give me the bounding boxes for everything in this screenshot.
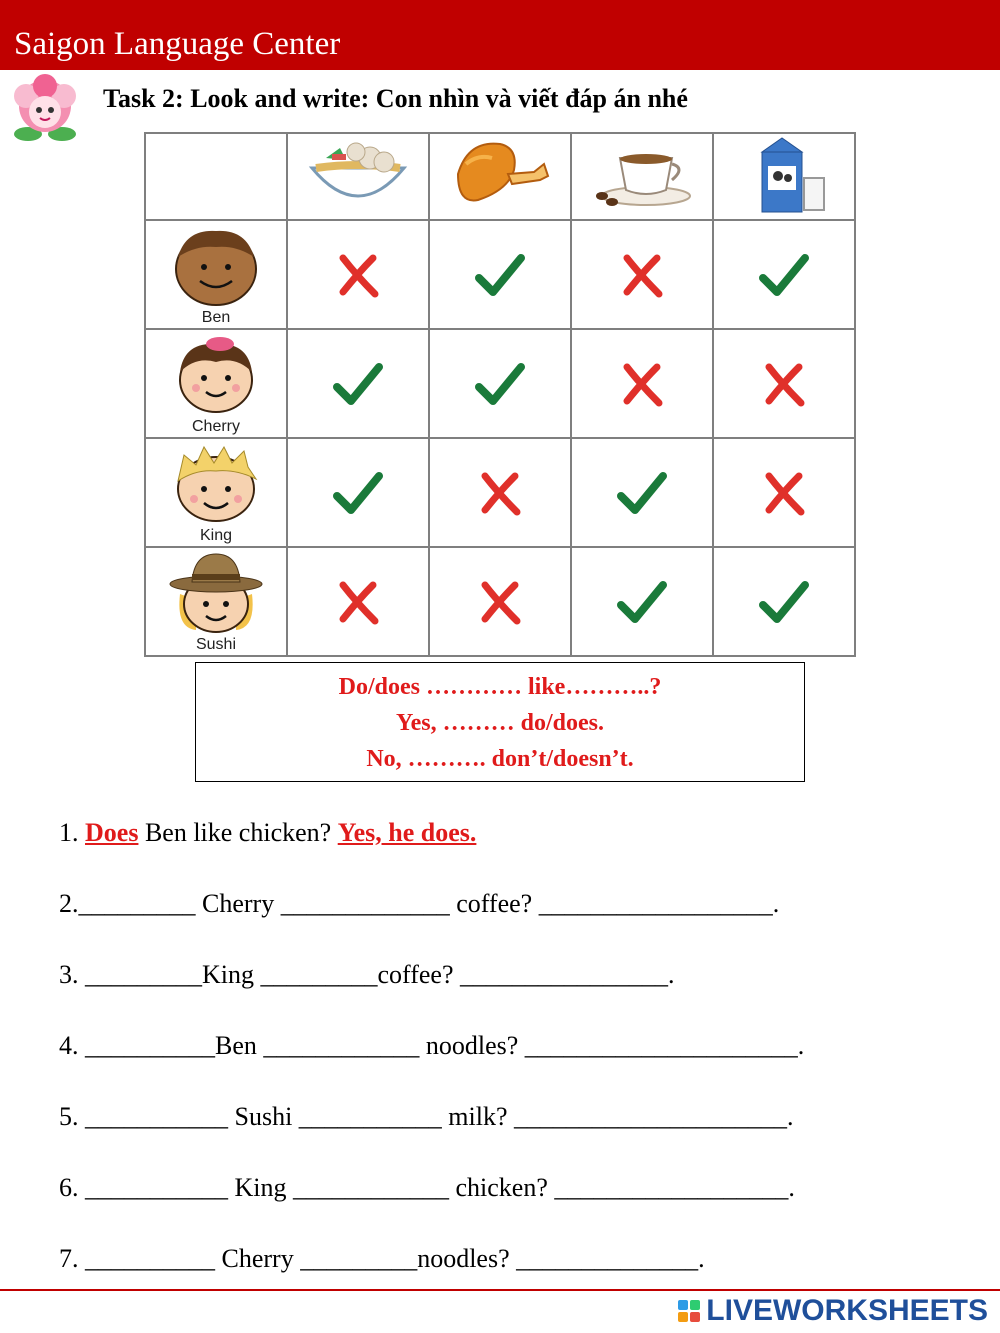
check-icon [617,470,667,516]
sentence-structure-box [195,662,805,782]
question-number: 1. [59,818,85,847]
mark-cell [571,438,713,547]
mark-cell [713,220,855,329]
mark-cell [429,220,571,329]
boy-face-icon [166,223,266,307]
coffee-icon [590,134,694,214]
check-icon [617,579,667,625]
liveworksheets-brand[interactable] [678,1293,988,1329]
mark-cell [571,220,713,329]
cross-icon [335,252,381,298]
check-icon [475,361,525,407]
footer-divider [0,1289,1000,1291]
person-cell-ben [145,220,287,329]
person-name: Ben [201,309,231,326]
example-short-answer: Yes, he does. [337,818,477,847]
mark-cell [429,438,571,547]
brand-text: LIVEWORKSHEETS [706,1294,988,1327]
table-row [145,438,855,547]
question-6[interactable]: 6. ___________ King ____________ chicken? __________________. [59,1173,795,1202]
question-text: Ben like chicken? [138,818,338,847]
question-5[interactable]: 5. ___________ Sushi ___________ milk? _____________________. [59,1102,794,1131]
person-name: Cherry [191,418,240,435]
chicken-icon [448,134,552,214]
milk-icon [732,134,836,214]
blond-boy-face-icon [166,441,266,525]
cross-icon [335,579,381,625]
person-cell-king [145,438,287,547]
cross-icon [477,579,523,625]
table-row [145,220,855,329]
table-row [145,547,855,656]
mark-cell [429,329,571,438]
empty-corner-cell [145,133,287,220]
table-header-row [145,133,855,220]
check-icon [333,361,383,407]
girl-with-hat-face-icon [166,550,266,634]
person-name: Sushi [195,636,237,653]
header-title: Saigon Language Center [14,26,341,62]
mark-cell [287,438,429,547]
mark-cell [287,220,429,329]
cross-icon [619,361,665,407]
cross-icon [477,470,523,516]
mark-cell [571,329,713,438]
coffee-cell [571,133,713,220]
mark-cell [713,438,855,547]
question-3[interactable]: 3. _________King _________coffee? ________________. [59,960,675,989]
person-name: King [199,527,233,544]
example-auxiliary-answer: Does [85,818,139,847]
header-bar [0,0,1000,70]
mark-cell [287,547,429,656]
person-cell-sushi [145,547,287,656]
milk-cell [713,133,855,220]
question-7[interactable]: 7. __________ Cherry _________noodles? ______________. [59,1244,705,1273]
flower-mascot-icon [6,74,84,148]
question-4[interactable]: 4. __________Ben ____________ noodles? _____________________. [59,1031,805,1060]
table-row [145,329,855,438]
food-preference-table [144,132,856,657]
mark-cell [571,547,713,656]
noodles-icon [306,134,410,214]
question-2[interactable]: 2._________ Cherry _____________ coffee? __________________. [59,889,780,918]
cross-icon [761,361,807,407]
check-icon [333,470,383,516]
mark-cell [429,547,571,656]
cross-icon [619,252,665,298]
question-1 [59,818,476,848]
mark-cell [713,329,855,438]
noodles-cell [287,133,429,220]
task-title: Task 2: Look and write: Con nhìn và viết đáp án nhé [103,84,688,113]
mark-cell [287,329,429,438]
girl-face-icon [166,332,266,416]
chicken-cell [429,133,571,220]
cross-icon [761,470,807,516]
structure-no-line: No, ………. don’t/doesn’t. [366,746,634,772]
person-cell-cherry [145,329,287,438]
structure-question-line: Do/does ………… like………..? [338,674,662,700]
mark-cell [713,547,855,656]
structure-yes-line: Yes, ……… do/does. [395,710,605,736]
check-icon [759,579,809,625]
check-icon [759,252,809,298]
liveworksheets-logo-icon [678,1300,700,1322]
check-icon [475,252,525,298]
